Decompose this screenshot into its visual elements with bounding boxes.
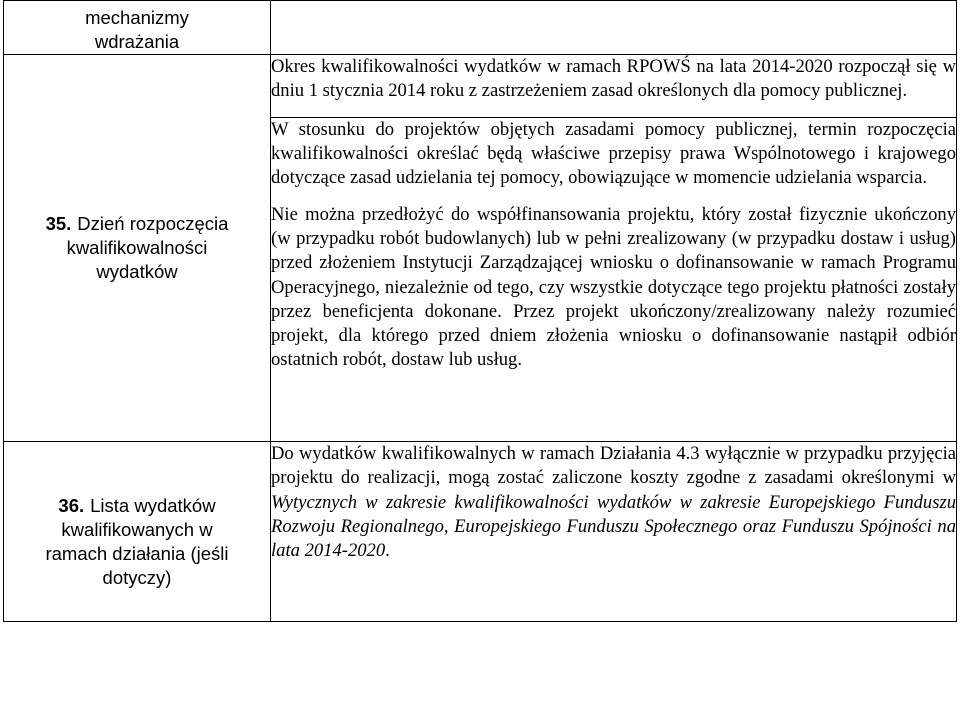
paragraph: Okres kwalifikowalności wydatków w ramach RPOWŚ na lata 2014-2020 rozpoczął się w dniu 1 stycznia 2014 roku z zastrzeżeniem zasad określonych dla pomocy publicznej. — [271, 56, 956, 102]
row-content-cell — [271, 117, 957, 441]
row-label-cell — [4, 442, 271, 622]
table-row — [4, 55, 957, 118]
document-table — [3, 0, 957, 622]
row-label-line: wydatków — [96, 261, 178, 282]
paragraph-end: . — [385, 540, 390, 562]
paragraph — [271, 442, 956, 563]
row-label-line: wdrażania — [94, 31, 180, 52]
row-label-cell — [4, 1, 271, 55]
row-label-line: kwalifikowalności — [66, 237, 208, 258]
row-content-cell — [271, 442, 957, 622]
row-label-line: dotyczy) — [102, 566, 172, 588]
row-number: 35. — [45, 213, 72, 234]
row-number: 36. — [58, 494, 85, 516]
row-label-line: ramach działania (jeśli — [45, 542, 229, 564]
paragraph: W stosunku do projektów objętych zasadami pomocy publicznej, termin rozpoczęcia kwalifikowalności określać będą właściwe przepisy prawa Wspólnotowego i krajowego dotyczące zasad udzielania tej pomocy, obowiązujące w momencie udzielania wsparcia. — [271, 118, 956, 189]
paragraph-text: Do wydatków kwalifikowalnych w ramach Działania 4.3 wyłącznie w przypadku przyjęcia projektu do realizacji, mogą zostać zaliczone koszty zgodne z zasadami określonymi w — [271, 443, 956, 489]
table-row — [4, 1, 957, 55]
guidelines-title: Wytycznych w zakresie kwalifikowalności wydatków w zakresie Europejskiego Funduszu Rozwoju Regionalnego, Europejskiego Funduszu Społecznego oraz Funduszu Spójności na lata 2014-2020 — [271, 491, 956, 562]
table-row — [4, 442, 957, 622]
row-label-line: mechanizmy — [85, 7, 189, 28]
paragraph: Nie można przedłożyć do współfinansowania projektu, który został fizycznie ukończony (w przypadku robót budowlanych) lub w pełni zrealizowany (w przypadku dostaw i usług) przed złożeniem Instytucji Zarządzającej wniosku o dofinansowanie w ramach Programu Operacyjnego, niezależnie od tego, czy wszystkie dotyczące tego projektu płatności zostały przez beneficjenta dokonane. Przez projekt ukończony/zrealizowany należy rozumieć projekt, dla którego przed dniem złożenia wniosku o dofinansowanie nastąpił odbiór ostatnich robót, dostaw lub usług. — [271, 203, 956, 371]
row-label-line: Lista wydatków — [90, 494, 216, 516]
row-label-line: Dzień rozpoczęcia — [77, 213, 229, 234]
row-label-cell — [4, 55, 271, 442]
row-label-line: kwalifikowanych w — [61, 518, 213, 540]
row-content-cell — [271, 1, 957, 55]
row-content-cell — [271, 55, 957, 118]
